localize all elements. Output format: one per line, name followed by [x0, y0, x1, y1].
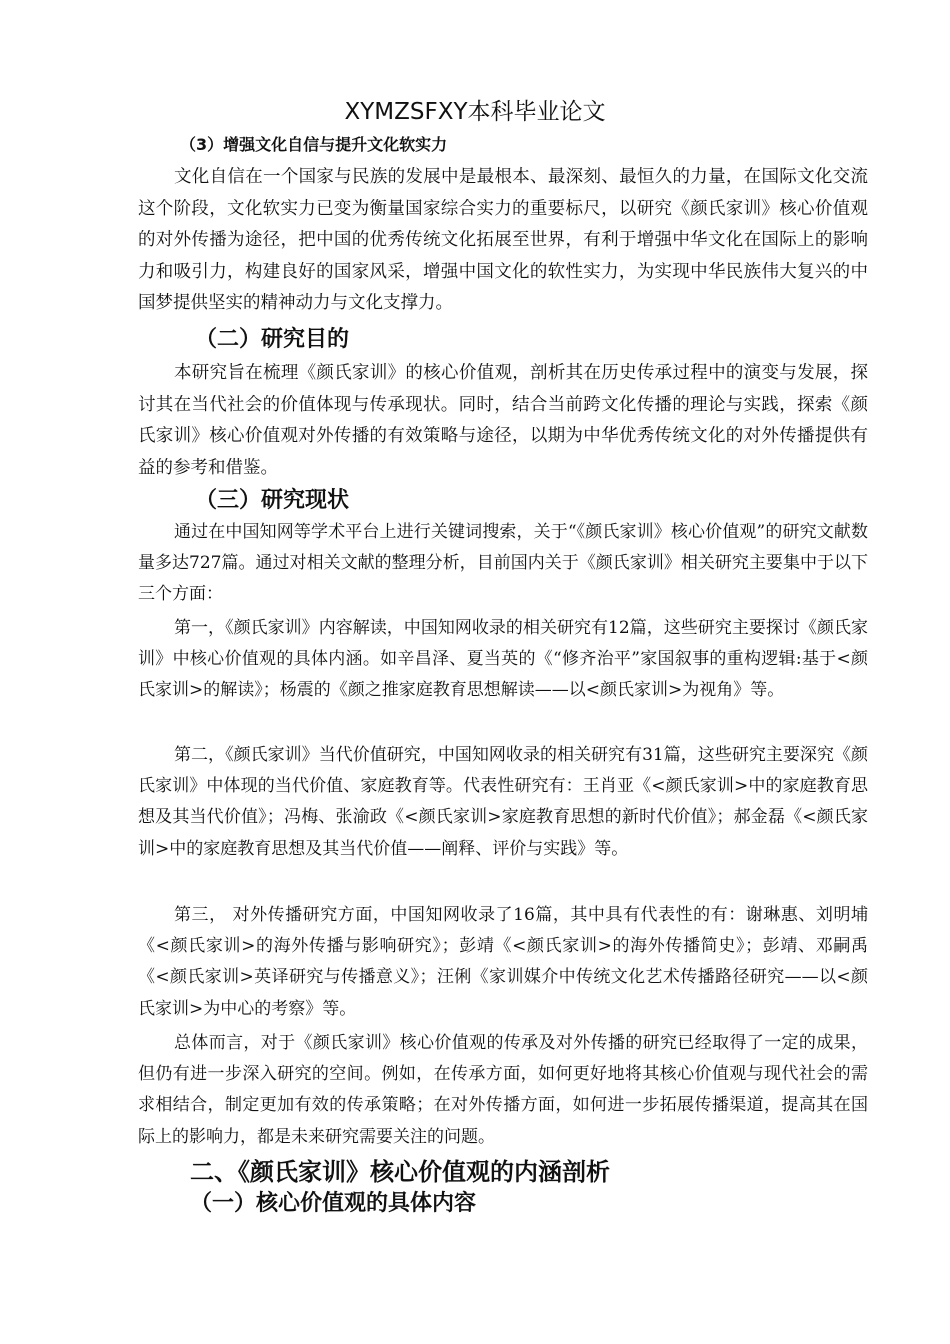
- paragraph-culture-confidence: 文化自信在一个国家与民族的发展中是最根本、最深刻、最恒久的力量，在国际文化交流这个阶段，文化软实力已变为衡量国家综合实力的重要标尺，以研究《颜氏家训》核心价值观的对外传播为途径，把中国的优秀传统文化拓展至世界，有利于增强中华文化在国际上的影响力和吸引力，构建良好的国家风采，增强中国文化的软性实力，为实现中华民族伟大复兴的中国梦提供坚实的精神动力与文化支撑力。: [138, 167, 868, 313]
- paragraph-third-aspect: 第三， 对外传播研究方面，中国知网收录了16篇，其中具有代表性的有：谢琳惠、刘明埔《<颜氏家训>的海外传播与影响研究》；彭靖《<颜氏家训>的海外传播简史》；彭靖、邓嗣禹《<颜氏家训>英译研究与传播意义》；汪俐《家训媒介中传统文化艺术传播路径研究——以<颜氏家训>为中心的考察》等。: [138, 905, 868, 1019]
- heading-research-purpose: （二）研究目的: [195, 327, 350, 352]
- paragraph-status-intro: 通过在中国知网等学术平台上进行关键词搜索，关于“《颜氏家训》核心价值观”的研究文献数量多达727篇。通过对相关文献的整理分析，目前国内关于《颜氏家训》相关研究主要集中于以下三个方面：: [138, 522, 868, 605]
- paragraph-research-purpose: 本研究旨在梳理《颜氏家训》的核心价值观，剖析其在历史传承过程中的演变与发展，探讨其在当代社会的价值体现与传承现状。同时，结合当前跨文化传播的理论与实践，探索《颜氏家训》核心价值观对外传播的有效策略与途径，以期为中华优秀传统文化的对外传播提供有益的参考和借鉴。: [138, 363, 868, 478]
- heading-research-status: （三）研究现状: [195, 488, 350, 513]
- subsection-title-culture: （3）增强文化自信与提升文化软实力: [180, 135, 448, 154]
- heading-chapter-two: 二、《颜氏家训》核心价值观的内涵剖析: [190, 1158, 610, 1186]
- paragraph-second-aspect: 第二，《颜氏家训》当代价值研究，中国知网收录的相关研究有31篇，这些研究主要深究《颜氏家训》中体现的当代价值、家庭教育等。代表性研究有：王肖亚《<颜氏家训>中的家庭教育思想及其当代价值》；冯梅、张渝政《<颜氏家训>家庭教育思想的新时代价值》；郝金磊《<颜氏家训>中的家庭教育思想及其当代价值——阐释、评价与实践》等。: [138, 745, 868, 859]
- paragraph-summary: 总体而言，对于《颜氏家训》核心价值观的传承及对外传播的研究已经取得了一定的成果，但仍有进一步深入研究的空间。例如，在传承方面，如何更好地将其核心价值观与现代社会的需求相结合，制定更加有效的传承策略；在对外传播方面，如何进一步拓展传播渠道，提高其在国际上的影响力，都是未来研究需要关注的问题。: [138, 1033, 868, 1147]
- page-header-title: XYMZSFXY本科毕业论文: [344, 99, 606, 125]
- heading-core-values-content: （一）核心价值观的具体内容: [190, 1191, 477, 1216]
- paragraph-first-aspect: 第一，《颜氏家训》内容解读，中国知网收录的相关研究有12篇，这些研究主要探讨《颜氏家训》中核心价值观的具体内涵。如辛昌泽、夏当英的《“修齐治平”家国叙事的重构逻辑:基于<颜氏家训>的解读》；杨震的《颜之推家庭教育思想解读——以<颜氏家训>为视角》等。: [138, 618, 868, 701]
